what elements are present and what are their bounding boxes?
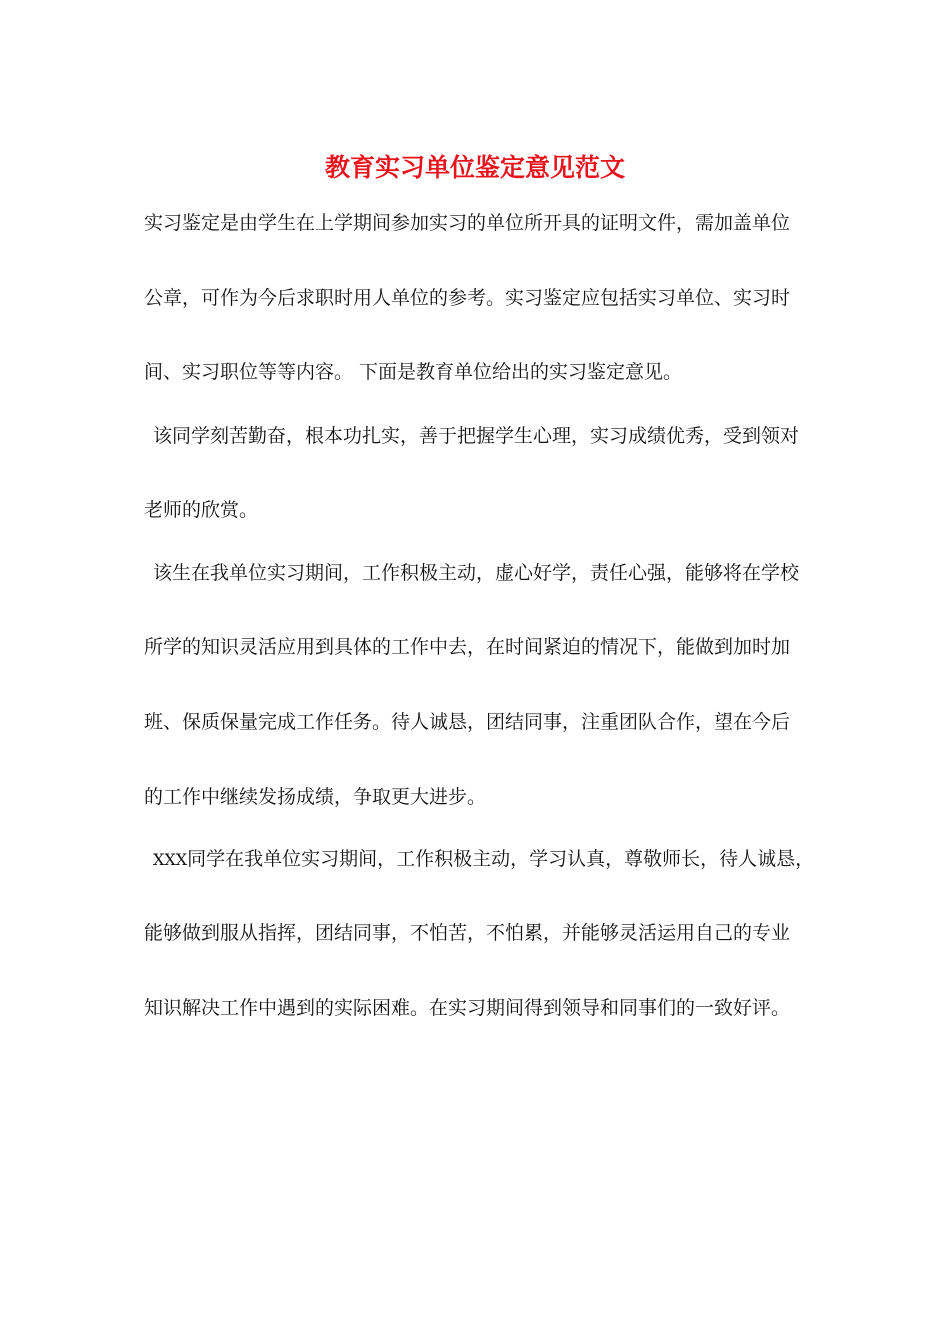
paragraph-2-line-4: 的工作中继续发扬成绩，争取更大进步。 [144, 786, 487, 808]
paragraph-1-line-1: 该同学刻苦勤奋，根本功扎实，善于把握学生心理，实习成绩优秀，受到领对 [153, 425, 800, 447]
paragraph-2-line-1: 该生在我单位实习期间，工作积极主动，虚心好学，责任心强，能够将在学校 [153, 562, 800, 584]
paragraph-2-line-2: 所学的知识灵活应用到具体的工作中去，在时间紧迫的情况下，能做到加时加 [144, 636, 791, 658]
paragraph-3-line-3: 知识解决工作中遇到的实际困难。在实习期间得到领导和同事们的一致好评。 [144, 997, 791, 1019]
paragraph-2-line-3: 班、保质保量完成工作任务。待人诚恳，团结同事，注重团队合作，望在今后 [144, 711, 791, 733]
paragraph-1-line-2: 老师的欣赏。 [144, 499, 259, 521]
paragraph-3-line-1 [153, 844, 843, 875]
document-title: 教育实习单位鉴定意见范文 [324, 153, 625, 182]
intro-line-2: 公章，可作为今后求职时用人单位的参考。实习鉴定应包括实习单位、实习时 [144, 287, 791, 309]
intro-line-3: 间、实习职位等等内容。 下面是教育单位给出的实习鉴定意见。 [144, 361, 683, 383]
paragraph-3-line-2: 能够做到服从指挥，团结同事，不怕苦，不怕累，并能够灵活运用自己的专业 [144, 922, 791, 944]
intro-line-1: 实习鉴定是由学生在上学期间参加实习的单位所开具的证明文件，需加盖单位 [144, 212, 791, 234]
student-name-placeholder: XXX [153, 850, 188, 869]
paragraph-3-line-1-text: 同学在我单位实习期间，工作积极主动，学习认真，尊敬师长，待人诚恳， [187, 848, 815, 870]
